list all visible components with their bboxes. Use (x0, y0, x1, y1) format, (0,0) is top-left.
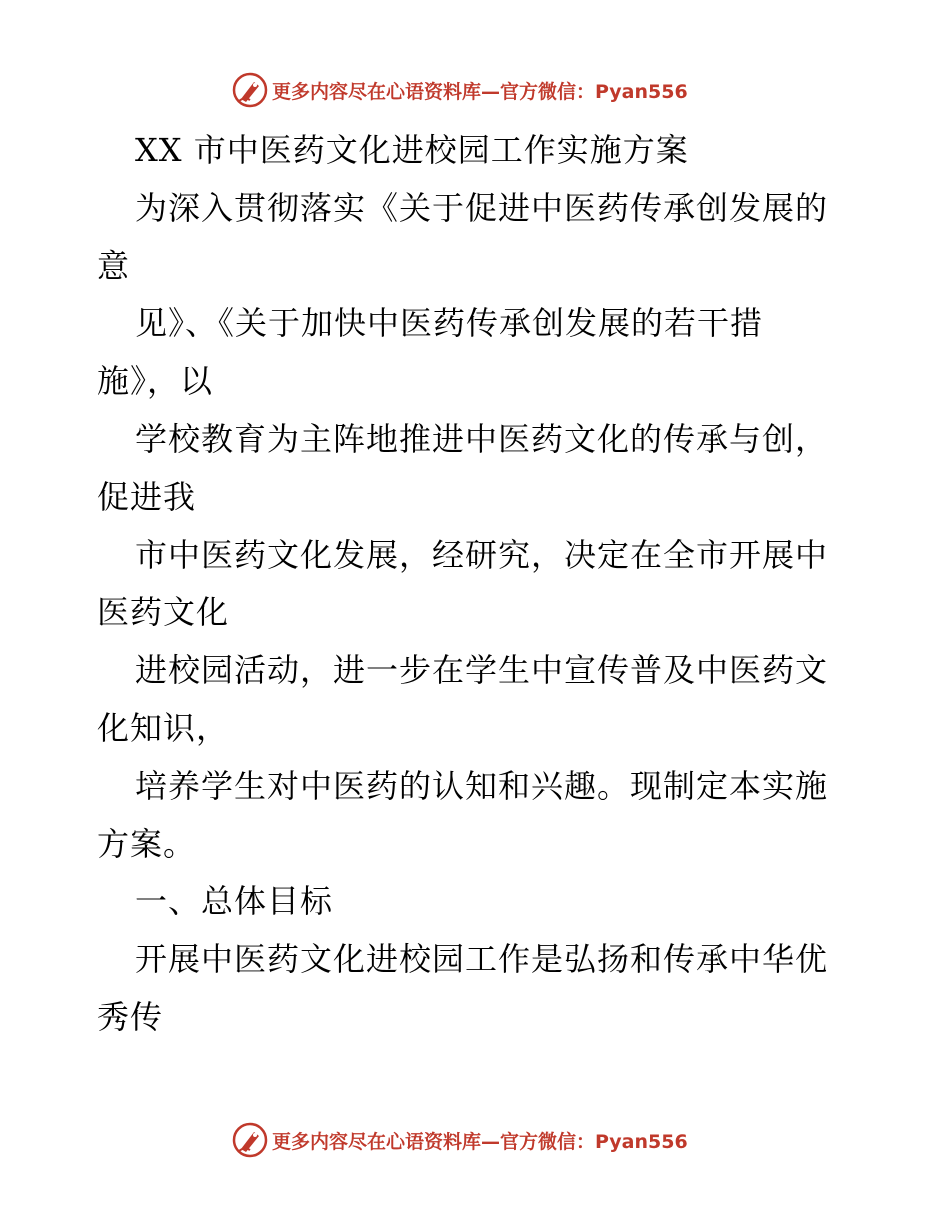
paragraph-line: 见》、《关于加快中医药传承创发展的若干措 (135, 304, 764, 343)
header-watermark-banner (232, 70, 688, 110)
paragraph-line: 市中医药文化发展，经研究，决定在全市开展中 (135, 535, 829, 574)
paragraph-line: 培养学生对中医药的认知和兴趣。现制定本实施 (135, 766, 829, 805)
paragraph-line: 促进我 (97, 477, 197, 516)
footer-banner-text: 更多内容尽在心语资料库—官方微信：Pyan556 (272, 1130, 688, 1153)
paragraph-line: 化知识， (97, 708, 230, 747)
header-banner-text: 更多内容尽在心语资料库—官方微信：Pyan556 (272, 80, 688, 103)
paragraph-line: 意 (97, 246, 131, 285)
paragraph-line: 方案。 (97, 824, 197, 863)
paragraph-line: 施》，以 (97, 362, 214, 401)
document-body (97, 122, 857, 1047)
paragraph-line: 秀传 (97, 997, 164, 1036)
footer-watermark-banner (232, 1120, 688, 1160)
paragraph-line: 学校教育为主阵地推进中医药文化的传承与创， (135, 419, 829, 458)
paragraph-line: 开展中医药文化进校园工作是弘扬和传承中华优 (135, 940, 829, 979)
paragraph-line: 为深入贯彻落实《关于促进中医药传承创发展的 (135, 188, 829, 227)
paragraph-line: 进校园活动，进一步在学生中宣传普及中医药文 (135, 651, 829, 690)
document-title: XX 市中医药文化进校园工作实施方案 (135, 131, 689, 169)
pen-logo-icon (232, 1122, 268, 1158)
section-heading: 一、总体目标 (135, 882, 334, 921)
paragraph-line: 医药文化 (97, 593, 230, 632)
pen-logo-icon (232, 72, 268, 108)
